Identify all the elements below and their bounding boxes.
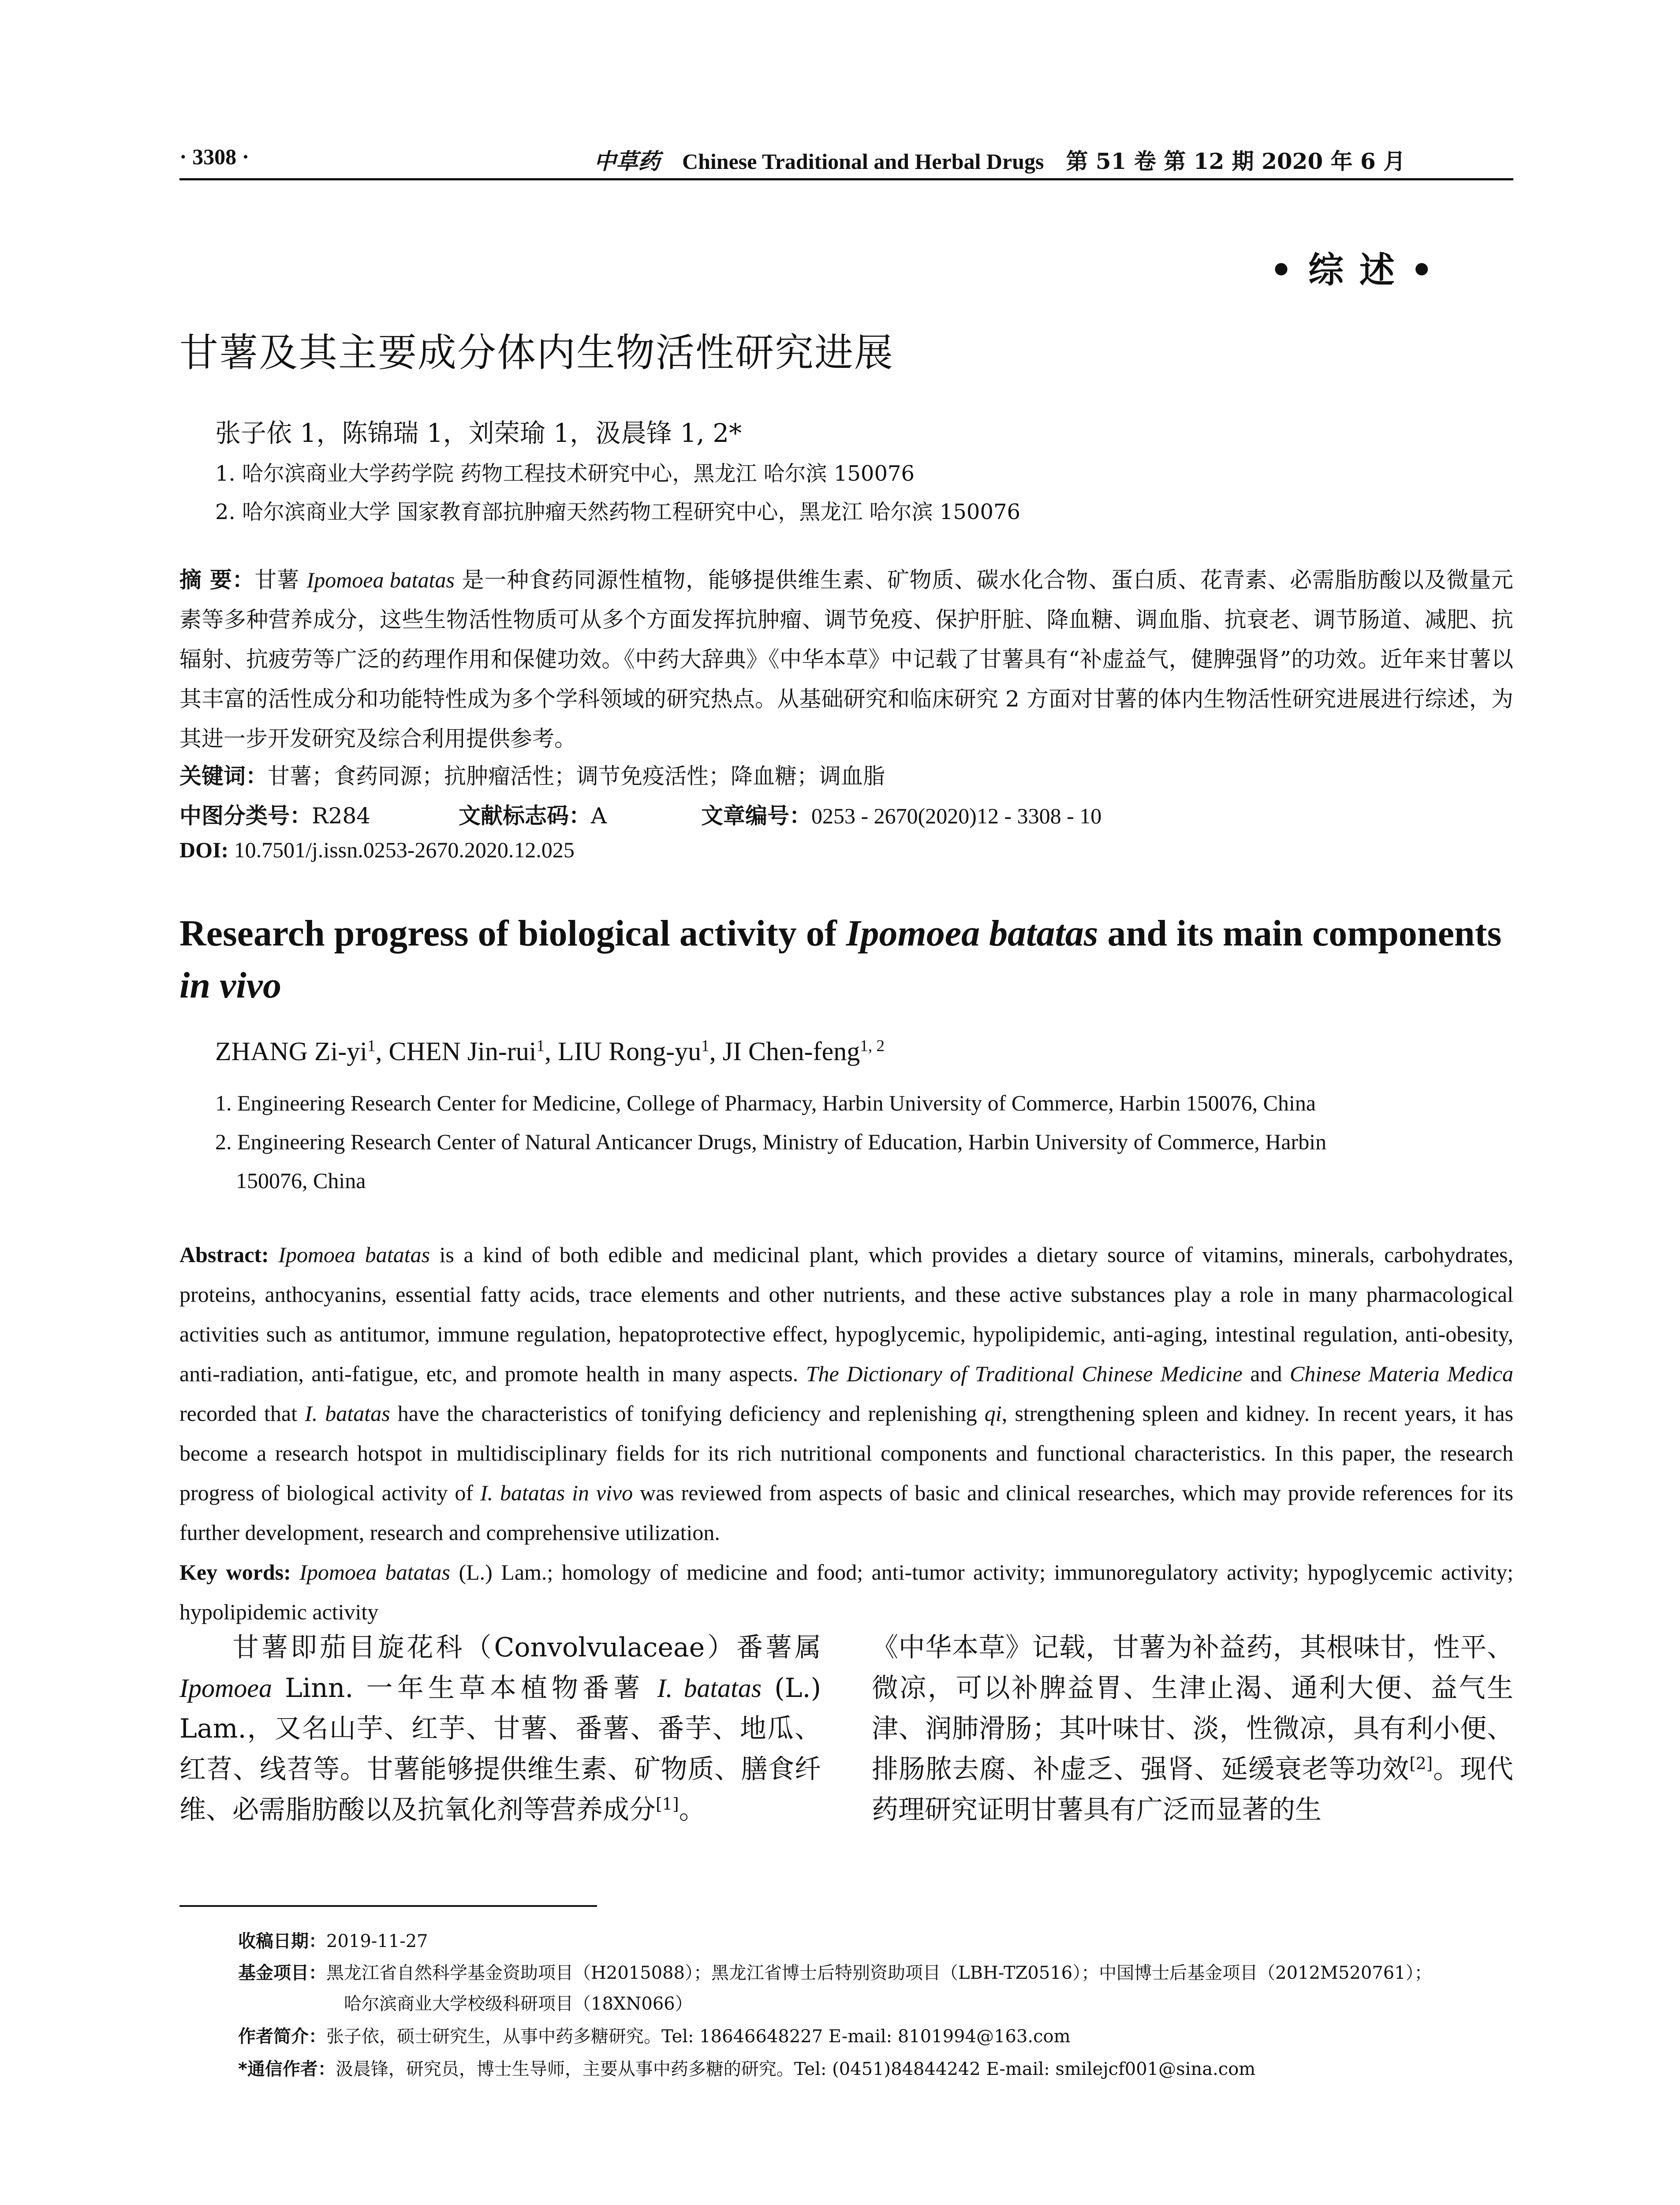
page-number: · 3308 · [179,144,250,169]
abstract-en-t1: is a kind of both edible and medicinal plant, which provides a dietary source of vitamins, minerals, carbohydrates, proteins, anthocyanins, essential fatty acids, trace elements and other nutrients, and these active substances play a role in many pharmacological activities such as antitumor, immune regulation, hepatoprotective effect, hypoglycemic, hypolipidemic, anti-aging, intestinal regulation, anti-obesity, anti-radiation, anti-fatigue, etc, and promote health in many aspects. [179,1242,1514,1386]
citation-ref-1: [1] [656,1794,679,1814]
title-cn: 甘薯及其主要成分体内生物活性研究进展 [179,330,894,375]
title-en-part1: Research progress of biological activity of [179,913,846,954]
article-value: 0253 - 2670(2020)12 - 3308 - 10 [811,804,1102,828]
author-bio-label: 作者简介： [238,2026,326,2047]
author-bio: 张子依，硕士研究生，从事中药多糖研究。Tel: 18646648227 E-mail: 8101994@163.com [326,2026,1071,2047]
abstract-en-t2: and [1242,1361,1290,1386]
journal-issue: 第 51 卷 第 12 期 2020 年 6 月 [1066,148,1406,174]
keywords-en-text: (L.) Lam.; homology of medicine and food; anti-tumor activity; immunoregulatory activity; hypoglycemic activity; hypolipidemic activity [179,1560,1514,1624]
abstract-en-t6: was reviewed from aspects of basic and clinical researches, which may provide references for its further development, research and comprehensive utilization. [179,1480,1514,1545]
fund-label: 基金项目： [238,1963,326,1983]
footnote-received [238,1927,428,1952]
body-left-a: 甘薯即茄目旋花科（Convolvulaceae）番薯属 [232,1632,821,1663]
author-en-3: LIU Rong-yu [558,1037,702,1066]
footnote-author [238,2022,1071,2048]
footnote-corresponding [238,2055,1255,2080]
author-en-2: CHEN Jin-rui [388,1037,537,1066]
body-left-d: 。 [679,1794,706,1825]
keywords-en-latin: Ipomoea batatas [299,1560,450,1585]
title-en [179,908,1513,1012]
abstract-en-t3: recorded that [179,1401,305,1426]
authors-cn: 张子依 1，陈锦瑞 1，刘荣瑜 1，汲晨锋 1, 2* [215,418,742,448]
journal-name-en: Chinese Traditional and Herbal Drugs [682,149,1044,174]
citation-ref-2: [2] [1409,1753,1433,1773]
abstract-en-latin: Ipomoea batatas [278,1242,430,1267]
clc-label: 中图分类号： [179,803,312,829]
title-en-part2: and its main components [1098,913,1502,954]
article-label: 文章编号： [701,803,811,829]
doi-value: 10.7501/j.issn.0253-2670.2020.12.025 [234,837,575,862]
abstract-en-book2: Chinese Materia Medica [1289,1361,1513,1386]
abstract-en-t4: have the characteristics of tonifying deficiency and replenishing [390,1401,985,1426]
body-right-b: 。现代药理研究证明甘薯具有广泛而显著的生 [872,1754,1514,1825]
doc-value: A [591,803,607,829]
author-en-2-sup: 1 [536,1037,545,1055]
footnote-rule [179,1905,597,1907]
received-date: 2019-11-27 [326,1931,428,1951]
author-en-3-sup: 1 [701,1037,709,1055]
keywords-cn [179,759,885,790]
title-en-in-vivo: in vivo [179,965,281,1006]
classification-row [179,798,370,830]
body-right-a: 《中华本草》记载，甘薯为补益药，其根味甘，性平、微凉，可以补脾益胃、生津止渴、通利大便、益气生津、润肺滑肠；其叶味甘、淡，性微凉，具有利小便、排肠脓去腐、补虚乏、强肾、延缓衰老等功效 [872,1632,1513,1785]
doi-label: DOI: [179,837,229,862]
abstract-en-latin-vivo: I. batatas in vivo [480,1480,633,1505]
author-en-4: JI Chen-feng [722,1037,860,1066]
abstract-cn-pre: 甘薯 [254,567,307,593]
affiliation-en-1: 1. Engineering Research Center for Medicine, College of Pharmacy, Harbin University of Commerce, Harbin 150076, China [215,1091,1316,1115]
running-header [179,140,1513,176]
article-number [701,798,1101,830]
authors-en: ZHANG $Zi-yi^1$, CHEN Jin-rui$^1$, LIU Rong-$yu^1$, JI Chen-feng$^{1, 2}$ [215,1037,885,1066]
footnote-fund-cont: 哈尔滨商业大学校级科研项目（18XN066） [344,1994,693,2014]
author-en-4-sup: 1, 2 [860,1037,885,1055]
keywords-cn-text: 甘薯；食药同源；抗肿瘤活性；调节免疫活性；降血糖；调血脂 [268,763,885,789]
keywords-en-label: Key words: [179,1560,291,1585]
journal-title [594,144,1405,176]
corresponding-author: 汲晨锋，研究员，博士生导师，主要从事中药多糖的研究。Tel: (0451)84844242 E-mail: smilejcf001@sina.com [335,2059,1256,2079]
abstract-en-latin-short: I. batatas [305,1401,390,1426]
fund-line-1: 黑龙江省自然科学基金资助项目（H2015088）；黑龙江省博士后特别资助项目（LBH-TZ0516）；中国博士后基金项目（2012M520761）； [326,1963,1432,1983]
section-label: • 综 述 • [1270,249,1435,291]
author-en-1-sup: 1 [367,1037,376,1055]
doi [179,837,575,863]
abstract-cn-label: 摘 要： [179,567,255,593]
affiliation-en-2: 2. Engineering Research Center of Natural Anticancer Drugs, Ministry of Education, Harbin University of Commerce, Harbin [215,1129,1327,1154]
body-left-genus: Ipomoea [179,1674,272,1703]
affiliation-cn-2: 2. 哈尔滨商业大学 国家教育部抗肿瘤天然药物工程研究中心，黑龙江 哈尔滨 150076 [215,500,1021,524]
doc-label: 文献标志码： [459,803,591,829]
corresponding-label: *通信作者： [238,2059,336,2079]
received-label: 收稿日期： [238,1931,326,1951]
keywords-en [179,1552,1513,1632]
doc-code [459,798,607,830]
footnote-fund [238,1959,1432,1984]
abstract-en-label: Abstract: [179,1242,269,1267]
body-left-species: I. batatas [657,1674,762,1703]
body-column-left [179,1627,821,1830]
abstract-en-t5: , strengthening spleen and kidney. In recent years, it has become a research hotspot in multidisciplinary fields for its rich nutritional components and functional characteristics. In this paper, the research progress of biological activity of [179,1401,1513,1505]
header-rule [179,178,1513,180]
abstract-cn-text: 是一种食药同源性植物，能够提供维生素、矿物质、碳水化合物、蛋白质、花青素、必需脂肪酸以及微量元素等多种营养成分，这些生物活性物质可从多个方面发挥抗肿瘤、调节免疫、保护肝脏、降血糖、调血脂、抗衰老、调节肠道、减肥、抗辐射、抗疲劳等广泛的药理作用和保健功效。《中药大辞典》《中华本草》中记载了甘薯具有“补虚益气，健脾强肾”的功效。近年来甘薯以其丰富的活性成分和功能特性成为多个学科领域的研究热点。从基础研究和临床研究 2 方面对甘薯的体内生物活性研究进展进行综述，为其进一步开发研究及综合利用提供参考。 [179,567,1513,751]
abstract-en [179,1235,1513,1552]
body-column-right [872,1627,1513,1830]
author-en-1: ZHANG Zi-yi [215,1037,367,1066]
body-left-b: Linn. 一年生草本植物番薯 [272,1673,657,1704]
title-en-latin: Ipomoea batatas [846,913,1098,954]
abstract-en-book1: The Dictionary of Traditional Chinese Medicine [806,1361,1243,1386]
journal-name-cn: 中草药 [594,148,660,174]
clc-value: R284 [312,803,371,829]
body-left-c: (L.) Lam.，又名山芋、红芋、甘薯、番薯、番芋、地瓜、红苕、线苕等。甘薯能够提供维生素、矿物质、膳食纤维、必需脂肪酸以及抗氧化剂等营养成分 [179,1673,821,1825]
affiliation-en-2-cont: 150076, China [236,1168,366,1193]
affiliation-cn-1: 1. 哈尔滨商业大学药学院 药物工程技术研究中心，黑龙江 哈尔滨 150076 [215,461,915,486]
abstract-cn [179,560,1513,759]
abstract-cn-latin: Ipomoea batatas [306,568,455,592]
abstract-en-qi: qi [984,1401,1002,1426]
keywords-cn-label: 关键词： [179,763,268,789]
